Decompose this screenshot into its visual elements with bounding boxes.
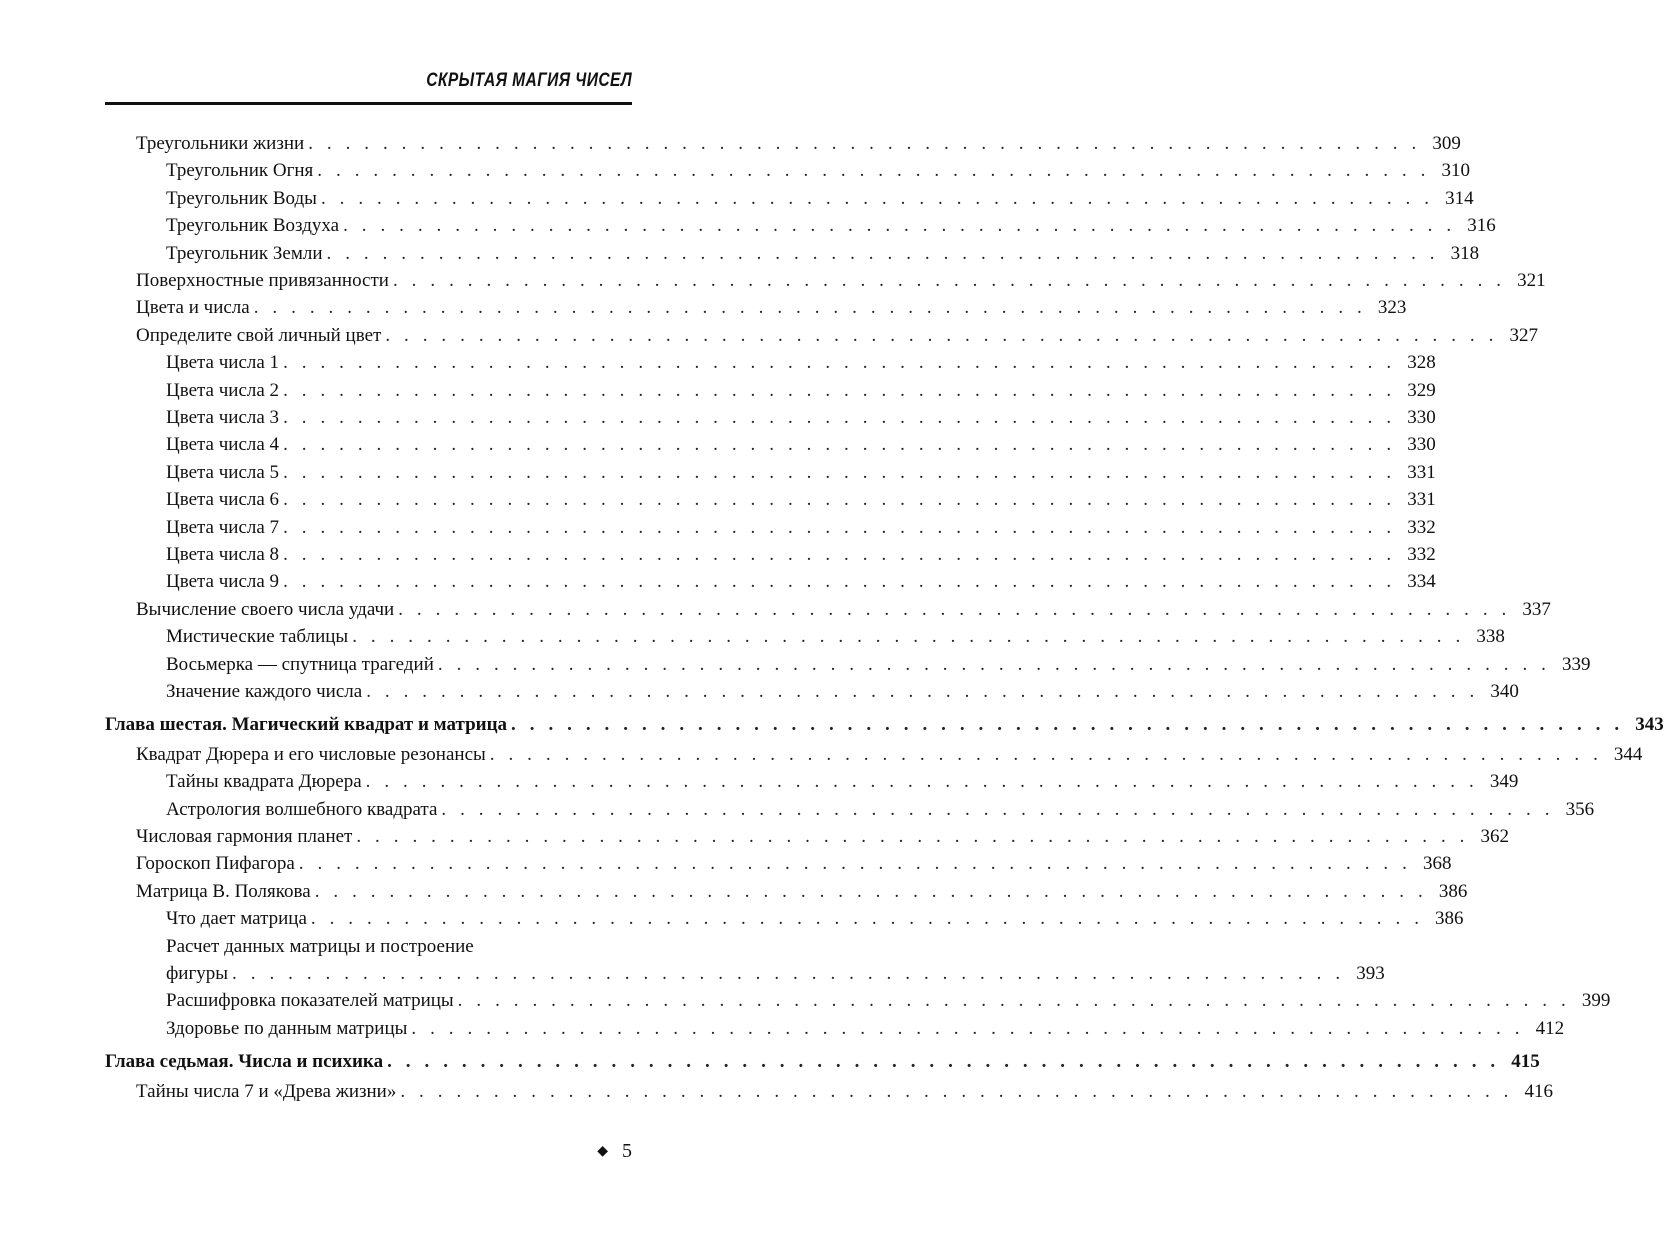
- toc-entry: [136, 597, 1551, 623]
- dot-leader: . . . . . . . . . . . . . . . . . . . . . . . . . . . . . . . . . . . . . . . . . . . . . . . . . . . . . . . . . . . .: [283, 462, 1396, 483]
- toc-entry-page-number: 321: [1517, 270, 1546, 291]
- dot-leader: . . . . . . . . . . . . . . . . . . . . . . . . . . . . . . . . . . . . . . . . . . . . . . . . . . . . . . . . . . . .: [400, 1081, 1513, 1102]
- toc-entry-page-number: 328: [1407, 352, 1436, 373]
- toc-entry: [166, 769, 1519, 795]
- toc-entry-page-number: 329: [1407, 380, 1436, 401]
- dot-leader: . . . . . . . . . . . . . . . . . . . . . . . . . . . . . . . . . . . . . . . . . . . . . . . . . . . . . . . . . . . .: [343, 215, 1456, 236]
- toc-entry-page-number: 344: [1613, 744, 1643, 765]
- toc-entry-title: Расчет данных матрицы и построение: [166, 936, 474, 957]
- dot-leader: . . . . . . . . . . . . . . . . . . . . . . . . . . . . . . . . . . . . . . . . . . . . . . . . . . . . . . . . . . . .: [253, 297, 1367, 318]
- toc-entry-page-number: 332: [1407, 544, 1436, 565]
- toc-entry: [166, 624, 1505, 650]
- toc-entry-title: Числовая гармония планет: [136, 826, 353, 847]
- toc-entry: [136, 1079, 1553, 1105]
- toc-entry: [166, 158, 1470, 184]
- dot-leader: . . . . . . . . . . . . . . . . . . . . . . . . . . . . . . . . . . . . . . . . . . . . . . . . . . . . . . . . . . . .: [366, 681, 1479, 702]
- dot-leader: . . . . . . . . . . . . . . . . . . . . . . . . . . . . . . . . . . . . . . . . . . . . . . . . . . . . . . . . . . . .: [283, 380, 1396, 401]
- toc-entry-title: Цвета числа 9: [166, 571, 280, 592]
- toc-entry-page-number: 343: [1635, 714, 1664, 735]
- toc-entry-page-number: 393: [1356, 963, 1385, 984]
- toc-entry-page-number: 337: [1522, 599, 1551, 620]
- toc-entry-title: Цвета и числа: [136, 297, 250, 318]
- dot-leader: . . . . . . . . . . . . . . . . . . . . . . . . . . . . . . . . . . . . . . . . . . . . . . . . . . . . . . . . . . . .: [283, 489, 1396, 510]
- dot-leader: . . . . . . . . . . . . . . . . . . . . . . . . . . . . . . . . . . . . . . . . . . . . . . . . . . . . . . . . . . . .: [283, 517, 1396, 538]
- dot-leader: . . . . . . . . . . . . . . . . . . . . . . . . . . . . . . . . . . . . . . . . . . . . . . . . . . . . . . . . . . . .: [511, 714, 1624, 735]
- toc-entry-title: Астрология волшебного квадрата: [166, 799, 438, 820]
- toc-entry-title: Цвета числа 7: [166, 517, 280, 538]
- toc-entry: [166, 906, 1464, 932]
- toc-entry: [166, 487, 1436, 513]
- dot-leader: . . . . . . . . . . . . . . . . . . . . . . . . . . . . . . . . . . . . . . . . . . . . . . . . . . . . . . . . . . . .: [411, 1018, 1525, 1039]
- toc-entry: [136, 879, 1468, 905]
- toc-entry-page-number: 330: [1407, 407, 1436, 428]
- dot-leader: . . . . . . . . . . . . . . . . . . . . . . . . . . . . . . . . . . . . . . . . . . . . . . . . . . . . . . . . . . . .: [314, 881, 1428, 902]
- toc-entry: [136, 323, 1538, 349]
- page-footer: [597, 1140, 632, 1163]
- toc-entry-title: Восьмерка — спутница трагедий: [166, 654, 434, 675]
- toc-entry: [166, 378, 1436, 404]
- dot-leader: . . . . . . . . . . . . . . . . . . . . . . . . . . . . . . . . . . . . . . . . . . . . . . . . . . . . . . . . . . . .: [283, 352, 1396, 373]
- dot-leader: . . . . . . . . . . . . . . . . . . . . . . . . . . . . . . . . . . . . . . . . . . . . . . . . . . . . . . . . . . . .: [232, 963, 1345, 984]
- dot-leader: . . . . . . . . . . . . . . . . . . . . . . . . . . . . . . . . . . . . . . . . . . . . . . . . . . . . . . . . . . . .: [283, 434, 1396, 455]
- toc-entry-page-number: 349: [1489, 771, 1519, 792]
- toc-entry: [166, 797, 1595, 823]
- toc-entry: [166, 1016, 1565, 1042]
- toc-entry: [166, 679, 1519, 705]
- toc-entry-title: Цвета числа 3: [166, 407, 280, 428]
- toc-entry-title: Треугольник Земли: [166, 243, 323, 264]
- toc-entry-page-number: 332: [1407, 517, 1436, 538]
- toc-entry-page-number: 340: [1490, 681, 1519, 702]
- toc-entry: [166, 241, 1480, 267]
- toc-entry-page-number: 399: [1581, 990, 1611, 1011]
- running-header-title: СКРЫТАЯ МАГИЯ ЧИСЕЛ: [426, 70, 632, 91]
- toc-entry-page-number: 334: [1407, 571, 1436, 592]
- toc-entry: [166, 542, 1436, 568]
- toc-entry-title: Поверхностные привязанности: [136, 270, 389, 291]
- toc-entry: [166, 460, 1436, 486]
- toc-entry-page-number: 327: [1509, 325, 1538, 346]
- dot-leader: . . . . . . . . . . . . . . . . . . . . . . . . . . . . . . . . . . . . . . . . . . . . . . . . . . . . . . . . . . . .: [437, 654, 1551, 675]
- toc-entry-page-number: 316: [1467, 215, 1496, 236]
- toc-entry-title: Треугольник Воздуха: [166, 215, 340, 236]
- toc-entry-title: Мистические таблицы: [166, 626, 349, 647]
- toc-entry-title: Здоровье по данным матрицы: [166, 1018, 408, 1039]
- toc-entry: [136, 742, 1643, 768]
- toc-entry-title: Треугольник Воды: [166, 188, 317, 209]
- running-header: [105, 68, 632, 105]
- toc-entry: [166, 432, 1436, 458]
- toc-entry: [166, 350, 1436, 376]
- toc-entry: [166, 569, 1436, 595]
- toc-entry-page-number: 415: [1511, 1051, 1540, 1072]
- dot-leader: . . . . . . . . . . . . . . . . . . . . . . . . . . . . . . . . . . . . . . . . . . . . . . . . . . . . . . . . . . . .: [320, 188, 1434, 209]
- dot-leader: . . . . . . . . . . . . . . . . . . . . . . . . . . . . . . . . . . . . . . . . . . . . . . . . . . . . . . . . . . . .: [356, 826, 1470, 847]
- toc-entry-page-number: 314: [1445, 188, 1474, 209]
- toc-entry-page-number: 331: [1407, 489, 1436, 510]
- dot-leader: . . . . . . . . . . . . . . . . . . . . . . . . . . . . . . . . . . . . . . . . . . . . . . . . . . . . . . . . . . . .: [365, 771, 1479, 792]
- toc-entry-title: Глава шестая. Магический квадрат и матрица: [105, 714, 508, 735]
- toc-entry: [136, 268, 1546, 294]
- dot-leader: . . . . . . . . . . . . . . . . . . . . . . . . . . . . . . . . . . . . . . . . . . . . . . . . . . . . . . . . . . . .: [385, 325, 1498, 346]
- toc-chapter-entry: [105, 1049, 1540, 1075]
- toc-entry: [166, 186, 1474, 212]
- toc-entry: [166, 515, 1436, 541]
- toc-entry-title: Цвета числа 1: [166, 352, 280, 373]
- page-number: 5: [622, 1140, 632, 1162]
- toc-entry-title: Тайны квадрата Дюрера: [166, 771, 362, 792]
- toc-entry-title: Цвета числа 6: [166, 489, 280, 510]
- toc-entry-page-number: 309: [1432, 133, 1461, 154]
- toc-entry-page-number: 416: [1524, 1081, 1553, 1102]
- toc-entry: [166, 961, 1385, 987]
- toc-entry: [136, 295, 1407, 321]
- toc-entry: [136, 131, 1461, 157]
- toc-entry-title: Определите свой личный цвет: [136, 325, 382, 346]
- toc-entry-title: Гороскоп Пифагора: [136, 853, 295, 874]
- toc-entry-page-number: 386: [1435, 908, 1464, 929]
- toc-entry: [136, 824, 1510, 850]
- toc-entry-page-number: 386: [1438, 881, 1468, 902]
- diamond-ornament-icon: ◆: [597, 1144, 608, 1159]
- toc-entry-page-number: 323: [1377, 297, 1407, 318]
- toc-entry-title: Расшифровка показателей матрицы: [166, 990, 454, 1011]
- dot-leader: . . . . . . . . . . . . . . . . . . . . . . . . . . . . . . . . . . . . . . . . . . . . . . . . . . . . . . . . . . . .: [392, 270, 1506, 291]
- dot-leader: . . . . . . . . . . . . . . . . . . . . . . . . . . . . . . . . . . . . . . . . . . . . . . . . . . . . . . . . . . . .: [283, 571, 1396, 592]
- toc-entry: [166, 988, 1611, 1014]
- toc-entry-page-number: 412: [1535, 1018, 1565, 1039]
- toc-entry-page-number: 338: [1476, 626, 1505, 647]
- toc-entry-page-number: 310: [1441, 160, 1470, 181]
- toc-entry-page-number: 356: [1565, 799, 1595, 820]
- dot-leader: . . . . . . . . . . . . . . . . . . . . . . . . . . . . . . . . . . . . . . . . . . . . . . . . . . . . . . . . . . . .: [283, 407, 1396, 428]
- toc-entry-page-number: 339: [1562, 654, 1591, 675]
- toc-entry: [166, 652, 1591, 678]
- dot-leader: . . . . . . . . . . . . . . . . . . . . . . . . . . . . . . . . . . . . . . . . . . . . . . . . . . . . . . . . . . . .: [352, 626, 1465, 647]
- toc-entry-title: Треугольники жизни: [136, 133, 305, 154]
- toc-entry-title: Цвета числа 5: [166, 462, 280, 483]
- toc-entry: [166, 934, 632, 960]
- dot-leader: . . . . . . . . . . . . . . . . . . . . . . . . . . . . . . . . . . . . . . . . . . . . . . . . . . . . . . . . . . . .: [298, 853, 1412, 874]
- toc-entry: [166, 405, 1436, 431]
- dot-leader: . . . . . . . . . . . . . . . . . . . . . . . . . . . . . . . . . . . . . . . . . . . . . . . . . . . . . . . . . . . .: [441, 799, 1555, 820]
- toc-entry-title: фигуры: [166, 963, 229, 984]
- toc-entry-title: Цвета числа 2: [166, 380, 280, 401]
- toc-chapter-entry: [105, 712, 1664, 738]
- dot-leader: . . . . . . . . . . . . . . . . . . . . . . . . . . . . . . . . . . . . . . . . . . . . . . . . . . . . . . . . . . . .: [310, 908, 1424, 929]
- toc-entry-title: Что дает матрица: [166, 908, 307, 929]
- toc-entry-title: Значение каждого числа: [166, 681, 363, 702]
- toc-entry-title: Цвета числа 4: [166, 434, 280, 455]
- toc-entry-page-number: 330: [1407, 434, 1436, 455]
- toc-entry-title: Матрица В. Полякова: [136, 881, 311, 902]
- dot-leader: . . . . . . . . . . . . . . . . . . . . . . . . . . . . . . . . . . . . . . . . . . . . . . . . . . . . . . . . . . . .: [398, 599, 1511, 620]
- dot-leader: . . . . . . . . . . . . . . . . . . . . . . . . . . . . . . . . . . . . . . . . . . . . . . . . . . . . . . . . . . . .: [308, 133, 1421, 154]
- toc-entry-page-number: 331: [1407, 462, 1436, 483]
- dot-leader: . . . . . . . . . . . . . . . . . . . . . . . . . . . . . . . . . . . . . . . . . . . . . . . . . . . . . . . . . . . .: [283, 544, 1396, 565]
- dot-leader: . . . . . . . . . . . . . . . . . . . . . . . . . . . . . . . . . . . . . . . . . . . . . . . . . . . . . . . . . . . .: [326, 243, 1440, 264]
- toc-entry-title: Глава седьмая. Числа и психика: [105, 1051, 384, 1072]
- toc-entry: [166, 213, 1496, 239]
- toc-entry-page-number: 362: [1480, 826, 1510, 847]
- dot-leader: . . . . . . . . . . . . . . . . . . . . . . . . . . . . . . . . . . . . . . . . . . . . . . . . . . . . . . . . . . . .: [489, 744, 1603, 765]
- dot-leader: . . . . . . . . . . . . . . . . . . . . . . . . . . . . . . . . . . . . . . . . . . . . . . . . . . . . . . . . . . . .: [457, 990, 1571, 1011]
- dot-leader: . . . . . . . . . . . . . . . . . . . . . . . . . . . . . . . . . . . . . . . . . . . . . . . . . . . . . . . . . . . .: [317, 160, 1430, 181]
- toc-entry: [136, 851, 1452, 877]
- dot-leader: . . . . . . . . . . . . . . . . . . . . . . . . . . . . . . . . . . . . . . . . . . . . . . . . . . . . . . . . . . . .: [387, 1051, 1500, 1072]
- toc-entry-page-number: 318: [1450, 243, 1480, 264]
- toc-entry-title: Вычисление своего числа удачи: [136, 599, 395, 620]
- toc-entry-title: Квадрат Дюрера и его числовые резонансы: [136, 744, 486, 765]
- toc-entry-title: Треугольник Огня: [166, 160, 314, 181]
- toc-entry-title: Цвета числа 8: [166, 544, 280, 565]
- toc-entry-title: Тайны числа 7 и «Древа жизни»: [136, 1081, 397, 1102]
- toc-entry-page-number: 368: [1422, 853, 1452, 874]
